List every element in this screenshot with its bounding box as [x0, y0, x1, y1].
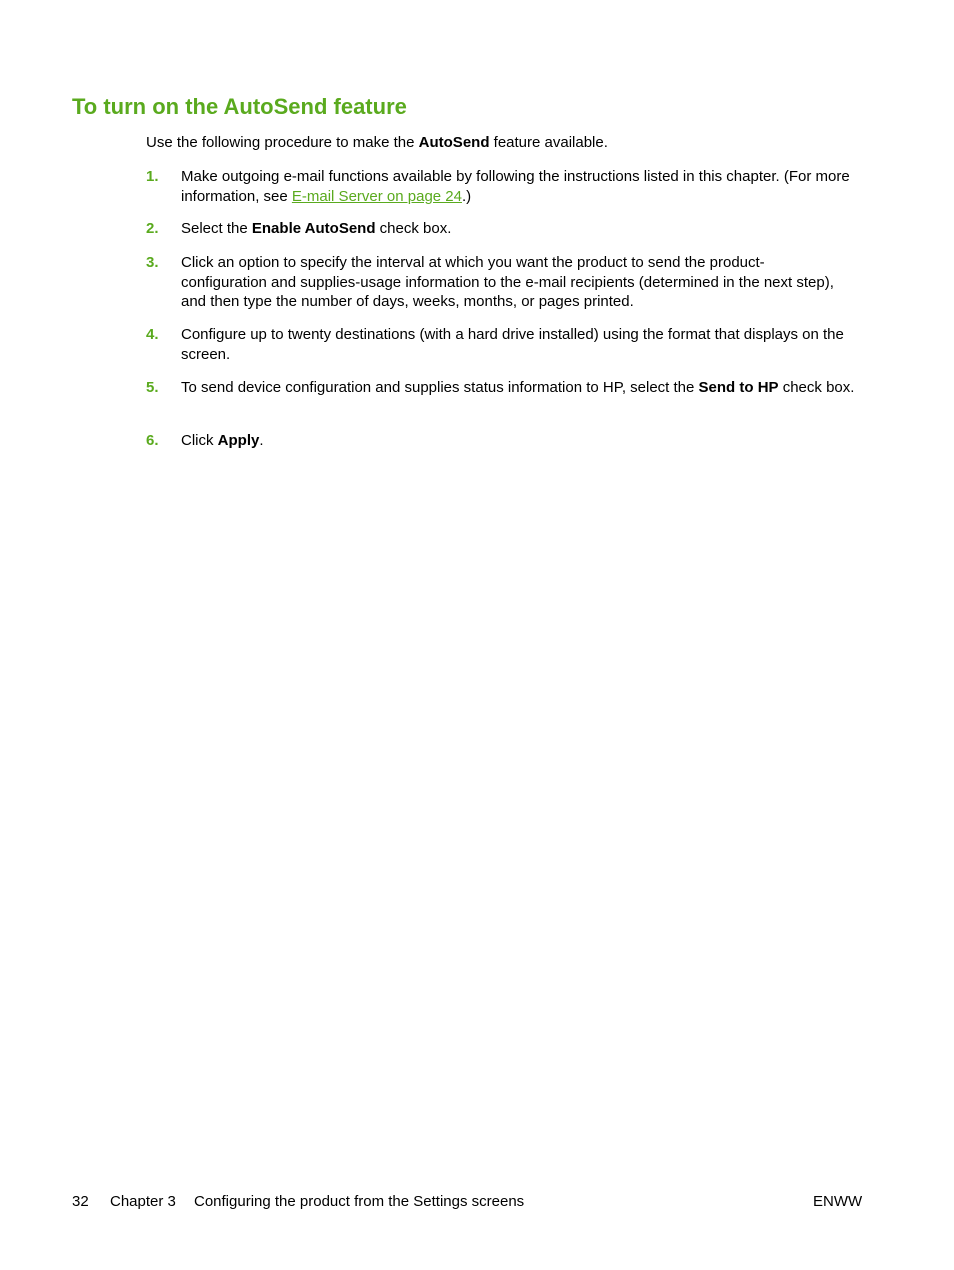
footer-page-number: 32 — [72, 1193, 89, 1210]
step-text: Configure up to twenty destinations (with a hard drive installed) using the format that displays on the screen. — [181, 326, 844, 363]
step-number: 5. — [146, 379, 159, 396]
step-text-bold: Apply — [217, 432, 260, 449]
step-text-part: check box. — [375, 220, 452, 237]
footer-chapter-title: Configuring the product from the Settings screens — [194, 1193, 525, 1210]
intro-text-post: feature available. — [489, 134, 608, 151]
step-text — [181, 253, 871, 312]
step-number: 6. — [146, 432, 159, 449]
email-server-link[interactable]: E-mail Server on page 24 — [291, 187, 462, 205]
step-text — [181, 431, 871, 451]
step-text-line: Click an option to specify the interval at which you want the product to send the product- — [181, 254, 765, 271]
intro-text-pre: Use the following procedure to make the — [146, 134, 419, 151]
step-text-part: Make outgoing e-mail functions available by following the instructions listed in this chapter. (For more information, see — [181, 168, 850, 205]
step-number: 3. — [146, 254, 159, 271]
footer-chapter: Chapter 3 — [110, 1193, 176, 1210]
step-text-part: . — [259, 432, 264, 449]
footer-locale-code: ENWW — [813, 1193, 863, 1210]
step-text-part: Click — [181, 432, 218, 449]
intro-text-bold: AutoSend — [418, 134, 490, 151]
step-text-bold: Enable AutoSend — [251, 220, 376, 237]
step-text-part: .) — [461, 187, 472, 205]
step-text-line: configuration and supplies-usage information to the e-mail recipients (determined in the next step), — [181, 273, 834, 291]
step-text-part: Select the — [181, 220, 252, 237]
step-number: 2. — [146, 220, 159, 237]
step-text-part: To send device configuration and supplies status information to HP, select the — [181, 379, 699, 396]
step-number: 4. — [146, 326, 159, 343]
step-text-part: check box. — [778, 379, 855, 396]
intro-paragraph — [146, 133, 608, 153]
step-text-line: and then type the number of days, weeks, months, or pages printed. — [181, 293, 634, 310]
step-text — [181, 378, 871, 398]
section-heading: To turn on the AutoSend feature — [72, 94, 407, 119]
step-number: 1. — [146, 168, 159, 185]
step-text — [181, 167, 871, 206]
step-text-bold: Send to HP — [698, 379, 779, 396]
step-text — [181, 219, 871, 239]
